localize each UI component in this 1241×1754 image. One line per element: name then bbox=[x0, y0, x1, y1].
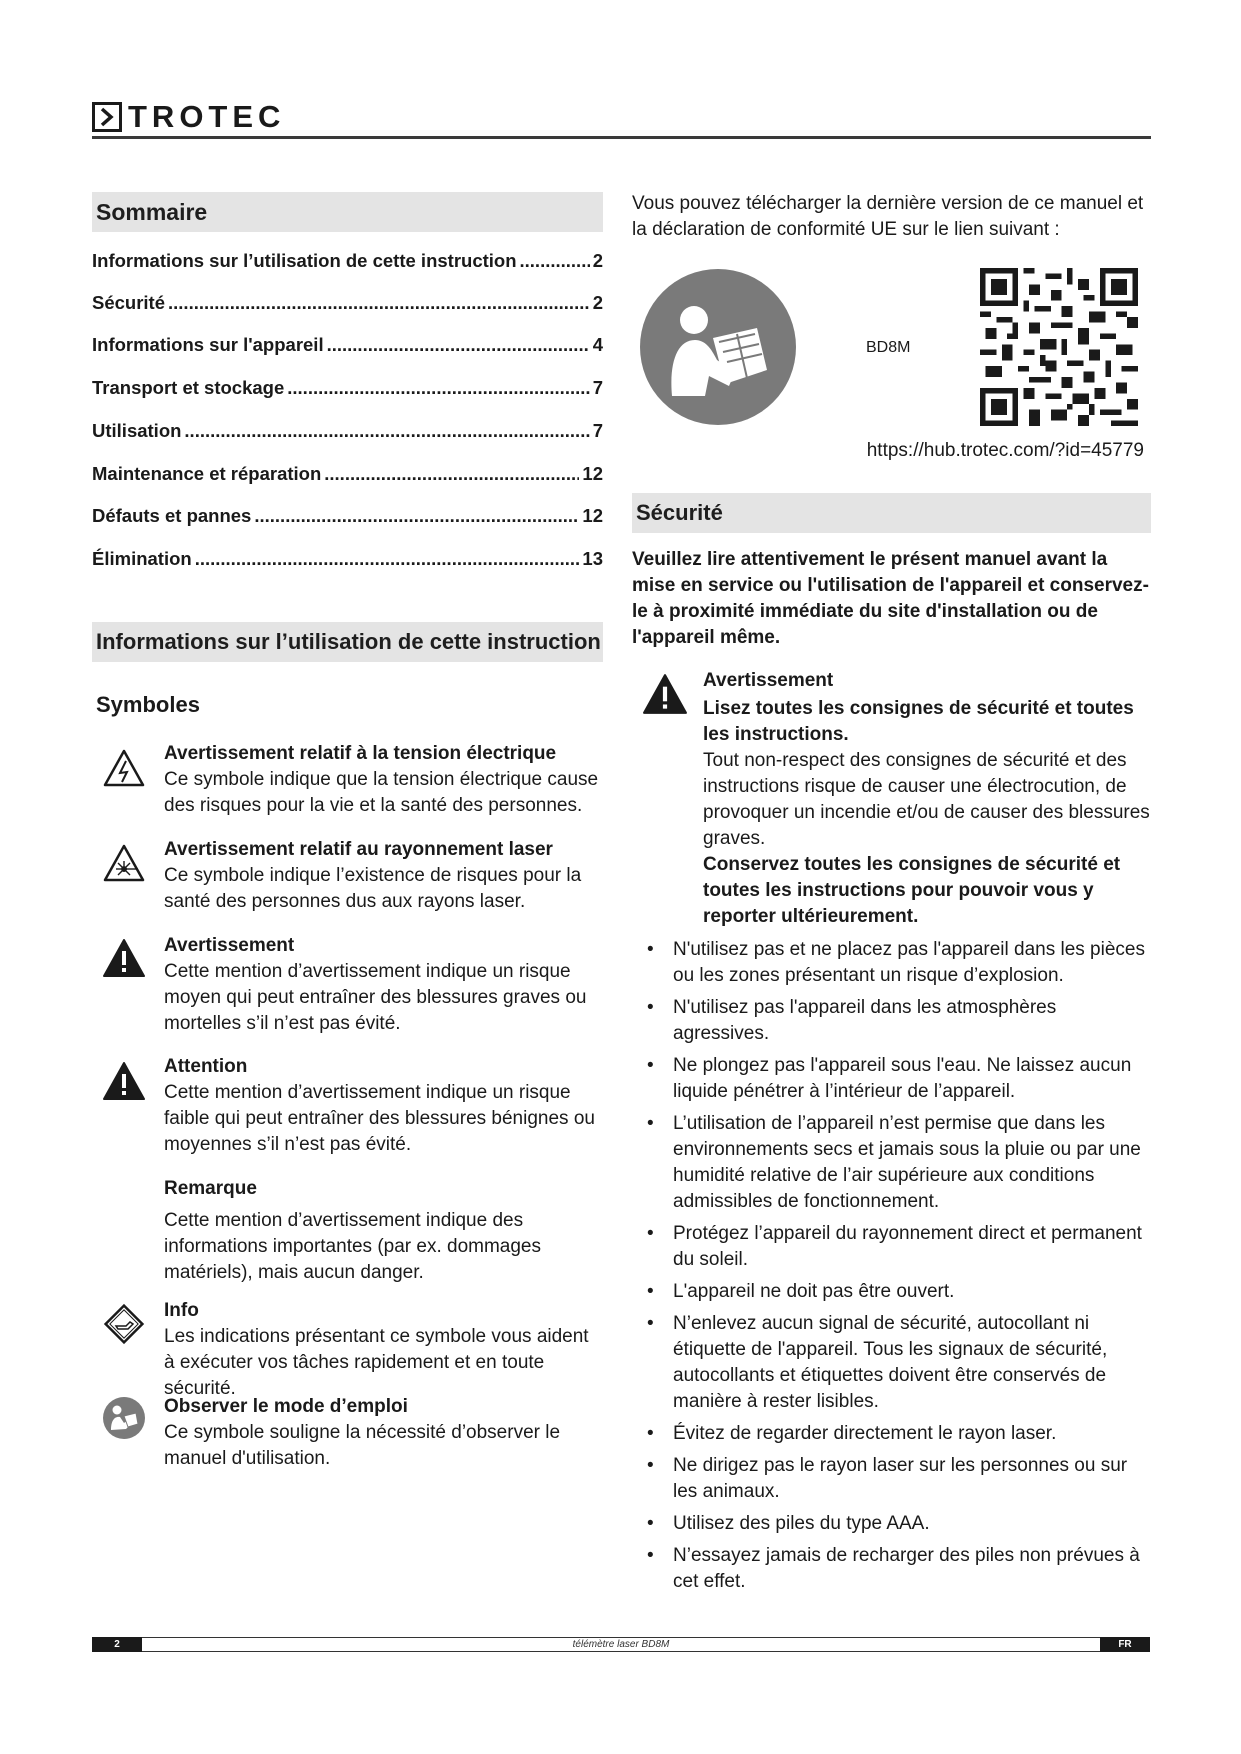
symbol-title: Avertissement relatif au rayonnement laser bbox=[164, 839, 553, 860]
brand-logo bbox=[92, 100, 285, 134]
security-heading bbox=[632, 493, 1151, 533]
instructions-heading bbox=[92, 622, 603, 662]
toc-leader bbox=[287, 377, 589, 399]
toc-leader bbox=[254, 505, 579, 527]
toc-entry-title: Informations sur l'appareil bbox=[92, 334, 324, 355]
footer-bar bbox=[92, 1637, 1150, 1652]
laser-warning-icon bbox=[102, 843, 146, 888]
symbol-title: Avertissement relatif à la tension électrique bbox=[164, 743, 557, 764]
symbol-title: Attention bbox=[164, 1056, 248, 1077]
toc-entry-title: Sécurité bbox=[92, 292, 166, 313]
toc-heading bbox=[92, 192, 603, 232]
qr-code[interactable] bbox=[980, 268, 1138, 431]
toc-entry[interactable] bbox=[92, 377, 603, 399]
symbol-title: Info bbox=[164, 1300, 199, 1321]
list-item: • Protégez l’appareil du rayonnement direct et permanent du soleil. bbox=[641, 1221, 1153, 1273]
symbol-text: Cette mention d’avertissement indique un risque faible qui peut entraîner des blessures bénignes ou moyennes s’il n’est pas évité. bbox=[164, 1082, 595, 1155]
model-label: BD8M bbox=[866, 339, 911, 356]
brand-chevron-icon bbox=[92, 102, 122, 132]
symbol-entry bbox=[164, 1394, 609, 1472]
toc-leader bbox=[327, 334, 590, 356]
download-link[interactable]: https://hub.trotec.com/?id=45779 bbox=[866, 440, 1144, 461]
symbol-text: Ce symbole souligne la nécessité d’observer le manuel d'utilisation. bbox=[164, 1422, 561, 1469]
symbol-entry bbox=[164, 741, 604, 819]
header-rule bbox=[92, 136, 1151, 139]
symbol-text: Cette mention d’avertissement indique un risque moyen qui peut entraîner des blessures graves ou mortelles s’il n’est pas évité. bbox=[164, 961, 587, 1034]
toc-entry-title: Maintenance et réparation bbox=[92, 463, 322, 484]
toc-entry[interactable] bbox=[92, 548, 603, 570]
page-number: 2 bbox=[92, 1637, 142, 1652]
list-item: • L’utilisation de l’appareil n’est permise que dans les environnements secs et jamais sous la pluie ou par une humidité relative de l’air supérieure aux conditions admissibles de fonctionnement. bbox=[641, 1111, 1153, 1215]
symbol-entry bbox=[164, 837, 604, 915]
toc-entry-title: Transport et stockage bbox=[92, 377, 285, 398]
toc-entry-page: 2 bbox=[592, 292, 603, 313]
toc-leader bbox=[195, 548, 580, 570]
list-item: • N’enlevez aucun signal de sécurité, autocollant ni étiquette de l'appareil. Tous les signaux de sécurité, autocollants et étiquettes doivent être conservés de manière à rester lisibles. bbox=[641, 1311, 1153, 1415]
security-warning-text: Tout non-respect des consignes de sécurité et des instructions risque de causer une électrocution, de provoquer un incendie et/ou de causer des blessures graves. bbox=[703, 750, 1150, 849]
symbol-text: Ce symbole indique que la tension électrique cause des risques pour la vie et la santé des personnes. bbox=[164, 769, 599, 816]
symbols-heading: Symboles bbox=[96, 692, 200, 717]
symbol-text: Les indications présentant ce symbole vous aident à exécuter vos tâches rapidement et en toute sécurité. bbox=[164, 1326, 589, 1399]
list-item: • Ne plongez pas l'appareil sous l'eau. Ne laissez aucun liquide pénétrer à l’intérieur de l’appareil. bbox=[641, 1053, 1153, 1105]
toc-entry-title: Défauts et pannes bbox=[92, 505, 252, 526]
toc-entry-page: 4 bbox=[592, 334, 603, 355]
toc-entry-page: 7 bbox=[592, 377, 603, 398]
toc-entry-title: Informations sur l’utilisation de cette instruction bbox=[92, 250, 517, 271]
toc-entry-title: Élimination bbox=[92, 548, 192, 569]
security-warning-keep: Conservez toutes les consignes de sécurité et toutes les instructions pour pouvoir vous y reporter ultérieurement. bbox=[703, 854, 1121, 927]
security-warning-title: Avertissement bbox=[703, 670, 834, 691]
caution-icon bbox=[102, 1061, 146, 1106]
download-text: Vous pouvez télécharger la dernière version de ce manuel et la déclaration de conformité UE sur le lien suivant : bbox=[632, 193, 1144, 240]
toc-entry[interactable] bbox=[92, 250, 603, 272]
list-item: • Utilisez des piles du type AAA. bbox=[641, 1511, 1153, 1537]
list-item: • Évitez de regarder directement le rayon laser. bbox=[641, 1421, 1153, 1447]
security-warning-block bbox=[703, 668, 1153, 930]
electric-voltage-warning-icon bbox=[102, 748, 146, 793]
toc-leader bbox=[184, 420, 589, 442]
read-manual-pictogram bbox=[639, 268, 797, 431]
security-warning-lead: Lisez toutes les consignes de sécurité et toutes les instructions. bbox=[703, 698, 1134, 745]
toc-heading-text: Sommaire bbox=[96, 198, 208, 225]
warning-icon bbox=[102, 938, 146, 983]
toc-leader bbox=[168, 292, 590, 314]
symbol-title: Observer le mode d’emploi bbox=[164, 1396, 408, 1417]
symbol-entry bbox=[164, 1054, 609, 1158]
list-item: • N’essayez jamais de recharger des piles non prévues à cet effet. bbox=[641, 1543, 1153, 1595]
info-hand-icon bbox=[102, 1302, 146, 1351]
footer-document-title: télémètre laser BD8M bbox=[572, 1639, 670, 1650]
symbol-entry bbox=[164, 1176, 604, 1286]
toc-entry-title: Utilisation bbox=[92, 420, 182, 441]
toc-entry-page: 12 bbox=[582, 463, 603, 484]
read-manual-icon bbox=[102, 1396, 146, 1445]
security-heading-text: Sécurité bbox=[636, 500, 723, 525]
list-item: • N'utilisez pas l'appareil dans les atmosphères agressives. bbox=[641, 995, 1153, 1047]
toc-entry[interactable] bbox=[92, 505, 603, 527]
list-item: • Ne dirigez pas le rayon laser sur les personnes ou sur les animaux. bbox=[641, 1453, 1153, 1505]
toc-entry[interactable] bbox=[92, 420, 603, 442]
symbol-title: Remarque bbox=[164, 1178, 257, 1199]
symbol-text: Ce symbole indique l’existence de risques pour la santé des personnes dus aux rayons laser. bbox=[164, 865, 582, 912]
toc-entry-page: 7 bbox=[592, 420, 603, 441]
brand-name: TROTEC bbox=[128, 99, 286, 134]
toc-entry[interactable] bbox=[92, 292, 603, 314]
toc-entry-page: 12 bbox=[582, 505, 603, 526]
toc-leader bbox=[324, 463, 579, 485]
toc-entry-page: 2 bbox=[592, 250, 603, 271]
symbol-text: Cette mention d’avertissement indique des informations importantes (par ex. dommages matériels), mais aucun danger. bbox=[164, 1210, 541, 1283]
toc-entry-page: 13 bbox=[582, 548, 603, 569]
list-item: • L'appareil ne doit pas être ouvert. bbox=[641, 1279, 1153, 1305]
symbol-entry bbox=[164, 933, 604, 1037]
toc-entry[interactable] bbox=[92, 463, 603, 485]
list-item: • N'utilisez pas et ne placez pas l'appareil dans les pièces ou les zones présentant un risque d’explosion. bbox=[641, 937, 1153, 989]
symbol-entry bbox=[164, 1298, 604, 1402]
warning-icon bbox=[642, 673, 688, 720]
security-bullet-list bbox=[641, 937, 1153, 1601]
security-intro: Veuillez lire attentivement le présent manuel avant la mise en service ou l'utilisation de l'appareil et conservez-le à proximité immédiate du site d'installation ou de l'appareil même. bbox=[632, 549, 1149, 648]
toc-leader bbox=[520, 250, 590, 272]
symbol-title: Avertissement bbox=[164, 935, 295, 956]
toc-entry[interactable] bbox=[92, 334, 603, 356]
language-code: FR bbox=[1100, 1637, 1150, 1652]
instructions-heading-text: Informations sur l’utilisation de cette instruction bbox=[96, 629, 601, 654]
